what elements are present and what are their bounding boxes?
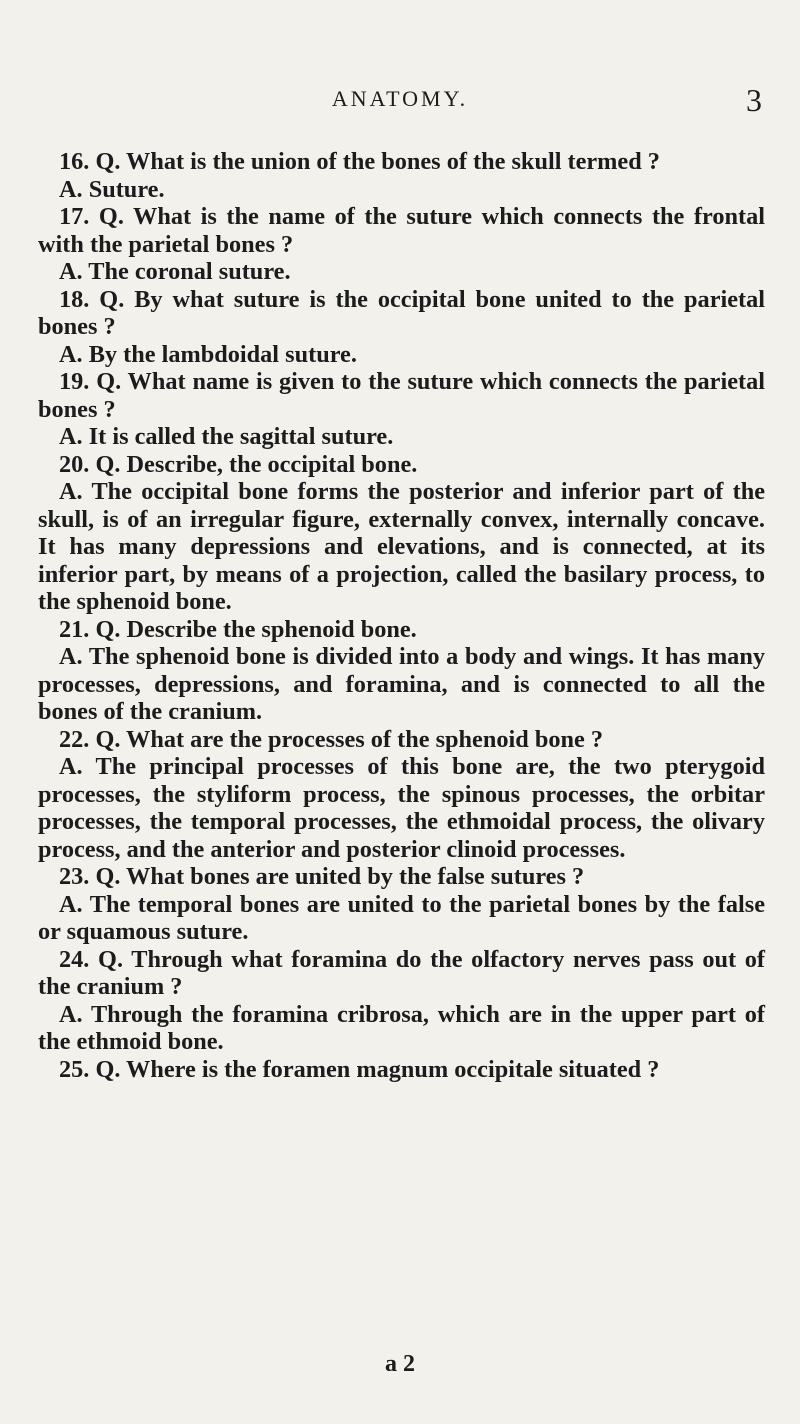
question-20: 20. Q. Describe, the occipital bone. (59, 450, 418, 478)
answer-17: A. The coronal suture. (59, 258, 291, 285)
answer-21: A. The sphenoid bone is divided into a body and wings. It has many processes, depressions, and foramina, and is connected to all the bones of the cranium. (38, 643, 765, 725)
answer-18: A. By the lambdoidal suture. (59, 340, 357, 368)
page-body (38, 148, 765, 1083)
question-23: 23. Q. What bones are united by the false sutures ? (59, 863, 585, 890)
running-head: ANATOMY. (331, 86, 469, 111)
question-25: 25. Q. Where is the foramen magnum occipitale situated ? (59, 1055, 660, 1083)
answer-24: A. Through the foramina cribrosa, which are in the upper part of the ethmoid bone. (38, 1000, 765, 1055)
question-24: 24. Q. Through what foramina do the olfactory nerves pass out of the cranium ? (38, 945, 765, 1000)
question-22: 22. Q. What are the processes of the sphenoid bone ? (59, 725, 604, 753)
question-17: 17. Q. What is the name of the suture which connects the frontal with the parietal bones ? (38, 203, 765, 258)
question-19: 19. Q. What name is given to the suture which connects the parietal bones ? (38, 368, 765, 423)
question-18: 18. Q. By what suture is the occipital bone united to the parietal bones ? (38, 285, 765, 340)
answer-22: A. The principal processes of this bone are, the two pterygoid processes, the styliform process, the spinous processes, the orbitar processes, the temporal processes, the ethmoidal process, the olivary process, and the anterior and posterior clinoid processes. (38, 753, 765, 863)
page-header (0, 82, 800, 126)
answer-19: A. It is called the sagittal suture. (59, 423, 394, 450)
answer-23: A. The temporal bones are united to the parietal bones by the false or squamous suture. (38, 890, 765, 945)
question-21: 21. Q. Describe the sphenoid bone. (59, 615, 417, 643)
answer-20: A. The occipital bone forms the posterior and inferior part of the skull, is of an irregular figure, externally convex, internally concave. It has many depressions and elevations, and is connected, at its inferior part, by means of a projection, called the basilary process, to the sphenoid bone. (38, 478, 765, 615)
page-number: 3 (746, 82, 762, 118)
signature-mark: a 2 (385, 1351, 415, 1377)
answer-16: A. Suture. (59, 175, 165, 203)
question-16: 16. Q. What is the union of the bones of the skull termed ? (59, 148, 660, 175)
